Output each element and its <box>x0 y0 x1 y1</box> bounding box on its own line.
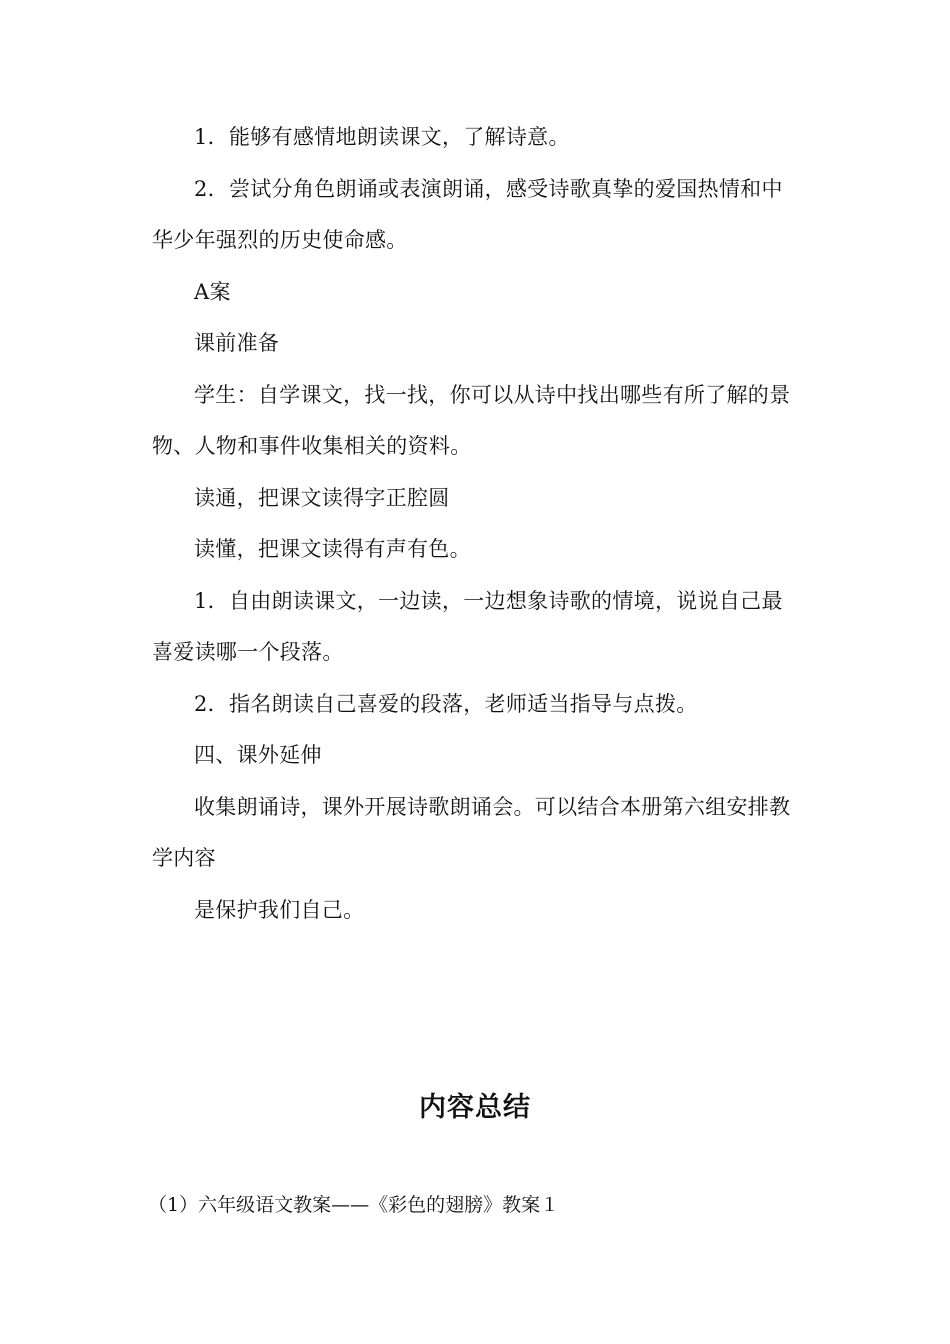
paragraph-preparation: 课前准备 <box>194 331 280 355</box>
paragraph-read-understand: 读懂，把课文读得有声有色。 <box>194 537 471 561</box>
paragraph-extension: 收集朗诵诗，课外开展诗歌朗诵会。可以结合本册第六组安排教学内容 <box>152 794 791 870</box>
paragraph-objective-2: 2．尝试分角色朗诵或表演朗诵，感受诗歌真挚的爱国热情和中华少年强烈的历史使命感。 <box>152 176 783 252</box>
summary-title: 内容总结 <box>419 1092 531 1123</box>
paragraph-read-through: 读通，把课文读得字正腔圆 <box>194 485 450 510</box>
document-body <box>152 112 804 936</box>
paragraph-step-1: 1．自由朗读课文，一边读，一边想象诗歌的情境，说说自己最喜爱读哪一个段落。 <box>152 588 783 664</box>
paragraph-step-2: 2．指名朗读自己喜爱的段落，老师适当指导与点拨。 <box>194 691 698 716</box>
paragraph-plan-a: A案 <box>194 279 231 304</box>
summary-item: （1）六年级语文教案——《彩色的翅膀》教案１ <box>148 1194 560 1216</box>
paragraph-closing: 是保护我们自己。 <box>194 897 365 922</box>
paragraph-objective-1: 1．能够有感情地朗读课文，了解诗意。 <box>194 125 570 149</box>
paragraph-student-task: 学生：自学课文，找一找，你可以从诗中找出哪些有所了解的景物、人物和事件收集相关的资料。 <box>152 382 791 458</box>
paragraph-section-heading: 四、课外延伸 <box>194 743 322 767</box>
